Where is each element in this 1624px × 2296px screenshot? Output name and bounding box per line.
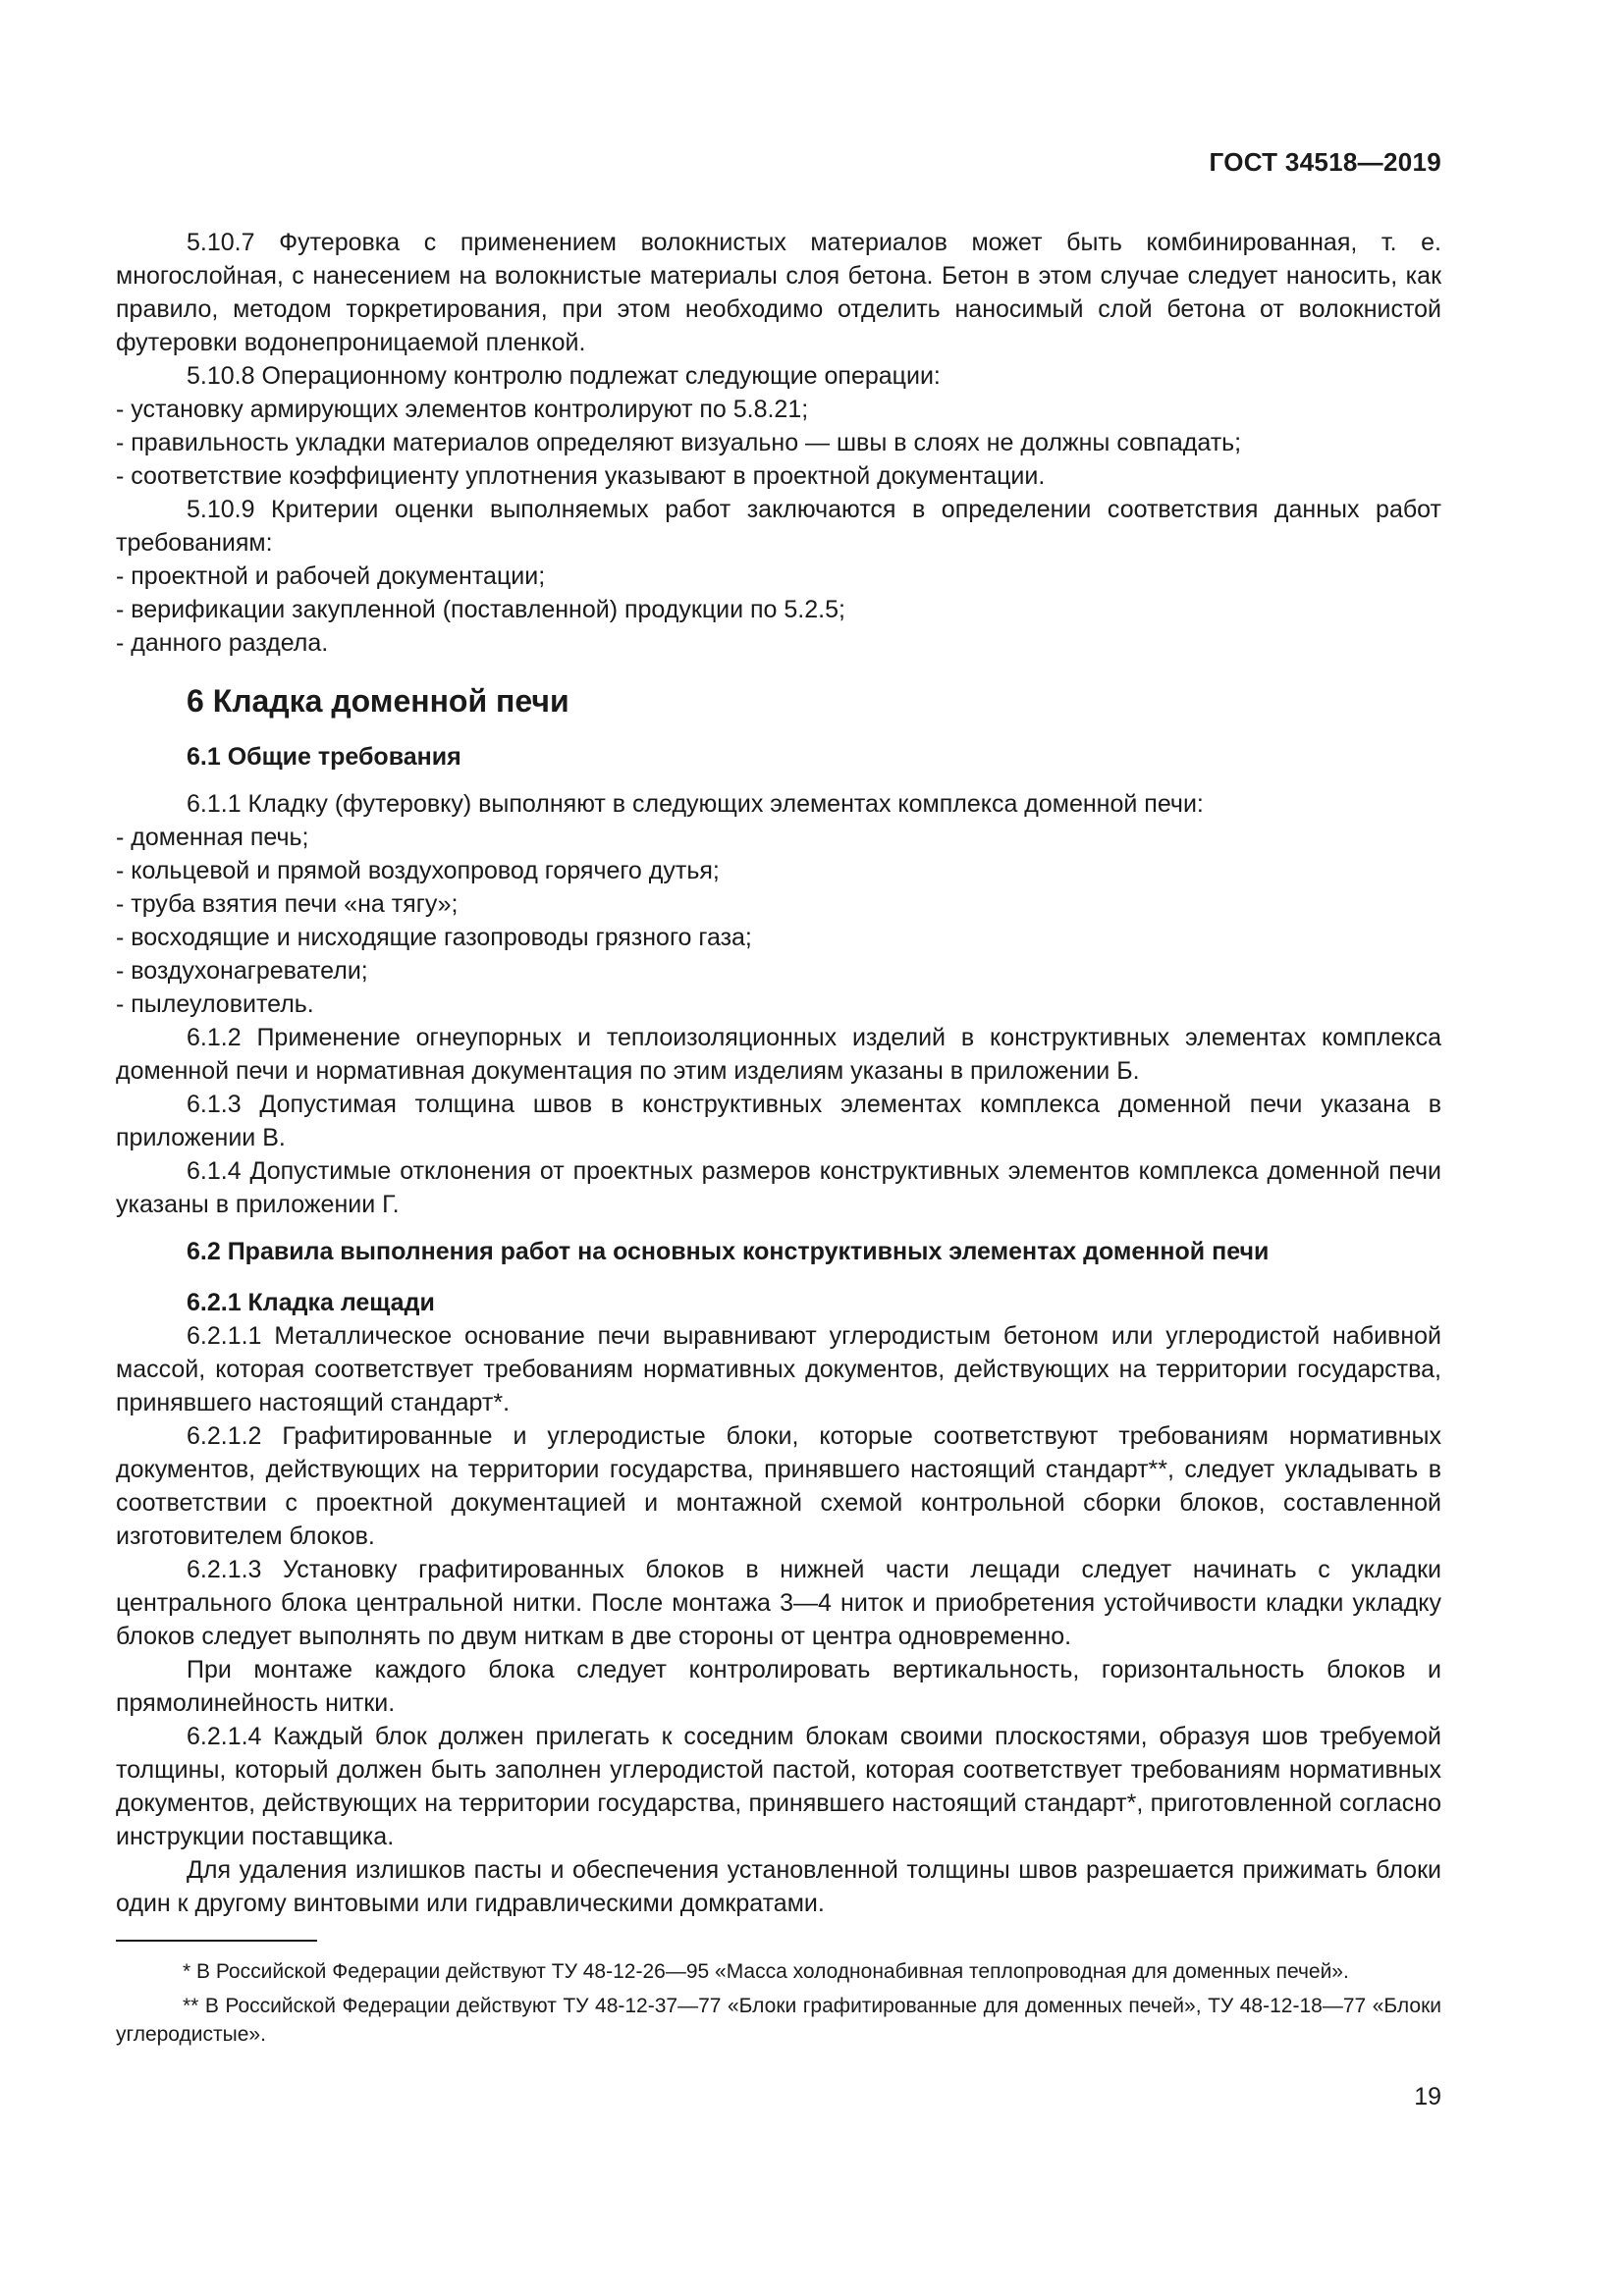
- paragraph-6-1-1: 6.1.1 Кладку (футеровку) выполняют в следующих элементах комплекса доменной печи:: [187, 790, 1204, 818]
- paragraph-6-1-4: 6.1.4 Допустимые отклонения от проектных размеров конструктивных элементов комплекса доменной печи указаны в приложении Г.: [116, 1157, 1441, 1218]
- paragraph-5-10-9: 5.10.9 Критерии оценки выполняемых работ заключаются в определении соответствия данных работ требованиям:: [116, 496, 1441, 557]
- paragraph-6-2-1-4-continued: Для удаления излишков пасты и обеспечения установленной толщины швов разрешается прижимать блоки один к другому винтовыми или гидравлическими домкратами.: [116, 1856, 1441, 1917]
- paragraph-6-2-1-4: 6.2.1.4 Каждый блок должен прилегать к соседним блокам своими плоскостями, образуя шов требуемой толщины, который должен быть заполнен углеродистой пастой, которая соответствует требованиям нормативных документов, действующих на территории государства, принявшего настоящий стандарт*, приготовленной согласно инструкции поставщика.: [116, 1723, 1441, 1850]
- paragraph-6-1-2: 6.1.2 Применение огнеупорных и теплоизоляционных изделий в конструктивных элементах комплекса доменной печи и нормативная документация по этим изделиям указаны в приложении Б.: [116, 1024, 1441, 1085]
- list-item: - установку армирующих элементов контролируют по 5.8.21;: [116, 396, 809, 423]
- subsection-heading-6-1: 6.1 Общие требования: [187, 743, 461, 771]
- list-item: - верификации закупленной (поставленной) продукции по 5.2.5;: [116, 596, 845, 623]
- list-item: - кольцевой и прямой воздухопровод горячего дутья;: [116, 857, 720, 884]
- paragraph-5-10-8: 5.10.8 Операционному контролю подлежат следующие операции:: [187, 362, 941, 390]
- paragraph-5-10-7: 5.10.7 Футеровка с применением волокнистых материалов может быть комбинированная, т. е. многослойная, с нанесением на волокнистые материалы слоя бетона. Бетон в этом случае следует наносить, как правило, методом торкретирования, при этом необходимо отделить наносимый слой бетона от волокнистой футеровки водонепроницаемой пленкой.: [116, 229, 1441, 356]
- list-item: - проектной и рабочей документации;: [116, 562, 546, 590]
- paragraph-6-2-1-2: 6.2.1.2 Графитированные и углеродистые блоки, которые соответствуют требованиям нормативных документов, действующих на территории государства, принявшего настоящий стандарт**, следует укладывать в соответствии с проектной документацией и монтажной схемой контрольной сборки блоков, составленной изготовителем блоков.: [116, 1422, 1441, 1550]
- list-item: - восходящие и нисходящие газопроводы грязного газа;: [116, 924, 752, 951]
- footnote-divider: [116, 1940, 317, 1942]
- section-heading-6: 6 Кладка доменной печи: [187, 683, 569, 719]
- paragraph-6-2-1-1: 6.2.1.1 Металлическое основание печи выравнивают углеродистым бетоном или углеродистой набивной массой, которая соответствует требованиям нормативных документов, действующих на территории государства, принявшего настоящий стандарт*.: [116, 1322, 1441, 1416]
- paragraph-6-2-1-3: 6.2.1.3 Установку графитированных блоков в нижней части лещади следует начинать с укладки центрального блока центральной нитки. После монтажа 3—4 ниток и приобретения устойчивости кладки укладку блоков следует выполнять по двум ниткам в две стороны от центра одновременно.: [116, 1556, 1441, 1650]
- list-item: - правильность укладки материалов определяют визуально — швы в слоях не должны совпадать;: [116, 429, 1242, 456]
- paragraph-6-1-3: 6.1.3 Допустимая толщина швов в конструктивных элементах комплекса доменной печи указана в приложении В.: [116, 1091, 1441, 1151]
- body-text: [116, 226, 1441, 1920]
- paragraph-6-2-1-3-continued: При монтаже каждого блока следует контролировать вертикальность, горизонтальность блоков и прямолинейность нитки.: [116, 1656, 1441, 1717]
- list-item: - воздухонагреватели;: [116, 957, 368, 985]
- list-item: - труба взятия печи «на тягу»;: [116, 890, 459, 918]
- footnote: ** В Российской Федерации действуют ТУ 48-12-37—77 «Блоки графитированные для доменных печей», ТУ 48-12-18—77 «Блоки углеродистые».: [116, 1995, 1441, 2046]
- list-item: - доменная печь;: [116, 824, 309, 851]
- subsection-heading-6-2: 6.2 Правила выполнения работ на основных конструктивных элементах доменной печи: [187, 1238, 1270, 1265]
- list-item: - данного раздела.: [116, 629, 329, 657]
- subsection-heading-6-2-1: 6.2.1 Кладка лещади: [187, 1289, 435, 1316]
- document-id-header: ГОСТ 34518—2019: [1209, 147, 1441, 177]
- footnotes: [116, 1957, 1441, 2055]
- footnote: * В Российской Федерации действуют ТУ 48-12-26—95 «Масса холоднонабивная теплопроводная для доменных печей».: [183, 1960, 1349, 1983]
- page-number: 19: [1414, 2083, 1441, 2110]
- list-item: - соответствие коэффициенту уплотнения указывают в проектной документации.: [116, 462, 1046, 490]
- list-item: - пылеуловитель.: [116, 990, 314, 1018]
